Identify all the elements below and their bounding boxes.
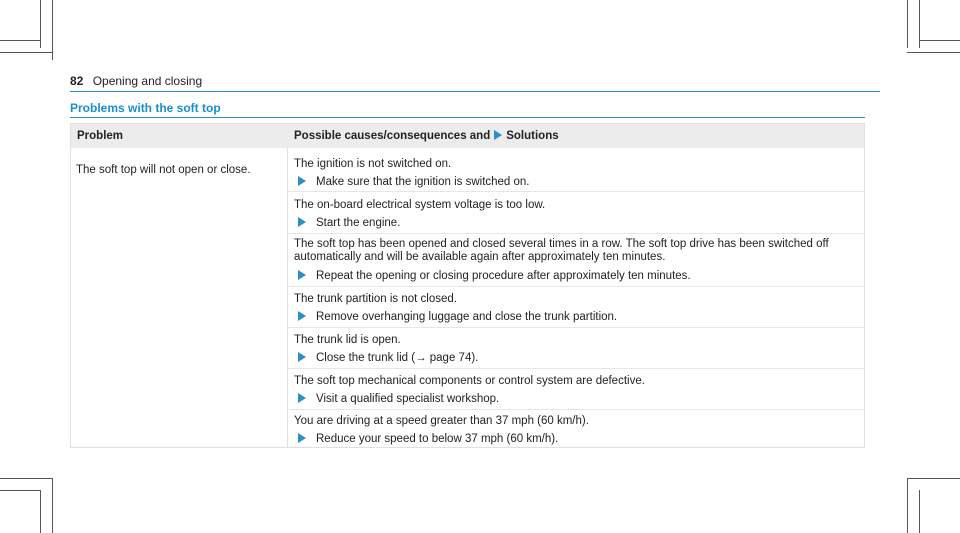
action-item (294, 176, 530, 188)
action-text: Visit a qualified specialist workshop. (316, 393, 500, 405)
column-divider (287, 148, 288, 448)
action-item (294, 217, 400, 229)
action-item (294, 270, 691, 282)
arrow-icon (298, 270, 306, 280)
arrow-icon (298, 311, 306, 321)
cause-text: The trunk partition is not closed. (294, 293, 457, 305)
cause-text: The on-board electrical system voltage is too low. (294, 199, 546, 211)
action-item (294, 393, 499, 405)
action-text: Close the trunk lid (→ page 74). (316, 352, 479, 364)
crop-mark (0, 40, 40, 41)
cause-text: The trunk lid is open. (294, 334, 401, 346)
problem-cell: The soft top will not open or close. (76, 164, 251, 176)
crop-mark (907, 52, 960, 53)
column-header-solutions (294, 130, 559, 142)
column-header-problem: Problem (77, 130, 124, 142)
row-divider (288, 286, 864, 287)
row-divider (288, 191, 864, 192)
arrow-icon (298, 217, 306, 227)
crop-mark (0, 52, 52, 53)
row-divider (288, 233, 864, 234)
arrow-icon (298, 176, 306, 186)
action-text: Make sure that the ignition is switched on. (316, 176, 530, 188)
action-text: Reduce your speed to below 37 mph (60 km/h). (316, 433, 559, 445)
arrow-icon (298, 393, 306, 403)
cause-text: The soft top mechanical components or control system are defective. (294, 375, 645, 387)
row-divider (288, 327, 864, 328)
action-item (294, 433, 558, 445)
arrow-icon (298, 433, 306, 443)
problems-table (70, 123, 865, 448)
header-rule (70, 91, 880, 92)
crop-mark (40, 0, 41, 48)
crop-mark (907, 0, 908, 48)
action-item (294, 352, 478, 364)
action-text: Repeat the opening or closing procedure after approximately ten minutes. (316, 270, 691, 282)
crop-mark (907, 478, 960, 479)
column-header-causes: Possible causes/consequences and (294, 130, 491, 142)
crop-mark (0, 490, 40, 491)
crop-mark (52, 478, 53, 533)
arrow-icon (298, 352, 306, 362)
crop-mark (919, 40, 960, 41)
crop-mark (0, 478, 52, 479)
page-number: 82 (70, 74, 84, 88)
row-divider (288, 409, 864, 410)
cause-text: The soft top has been opened and closed several times in a row. The soft top drive has been switched off automatically and will be available again after approximately ten minutes. (294, 238, 829, 263)
action-text: Remove overhanging luggage and close the trunk partition. (316, 311, 618, 323)
cause-text: The ignition is not switched on. (294, 158, 452, 170)
crop-mark (919, 490, 920, 533)
arrow-icon (494, 130, 502, 140)
action-item (294, 311, 617, 323)
cause-text: You are driving at a speed greater than 37 mph (60 km/h). (294, 415, 589, 427)
crop-mark (40, 490, 41, 533)
title-rule (70, 117, 865, 118)
section-title: Problems with the soft top (70, 101, 221, 115)
table-header (71, 124, 864, 148)
page-header (70, 74, 202, 88)
crop-mark (907, 478, 908, 533)
column-header-solutions-label: Solutions (506, 130, 559, 142)
action-text: Start the engine. (316, 217, 401, 229)
chapter-title: Opening and closing (92, 74, 203, 88)
row-divider (288, 368, 864, 369)
crop-mark (52, 0, 53, 60)
